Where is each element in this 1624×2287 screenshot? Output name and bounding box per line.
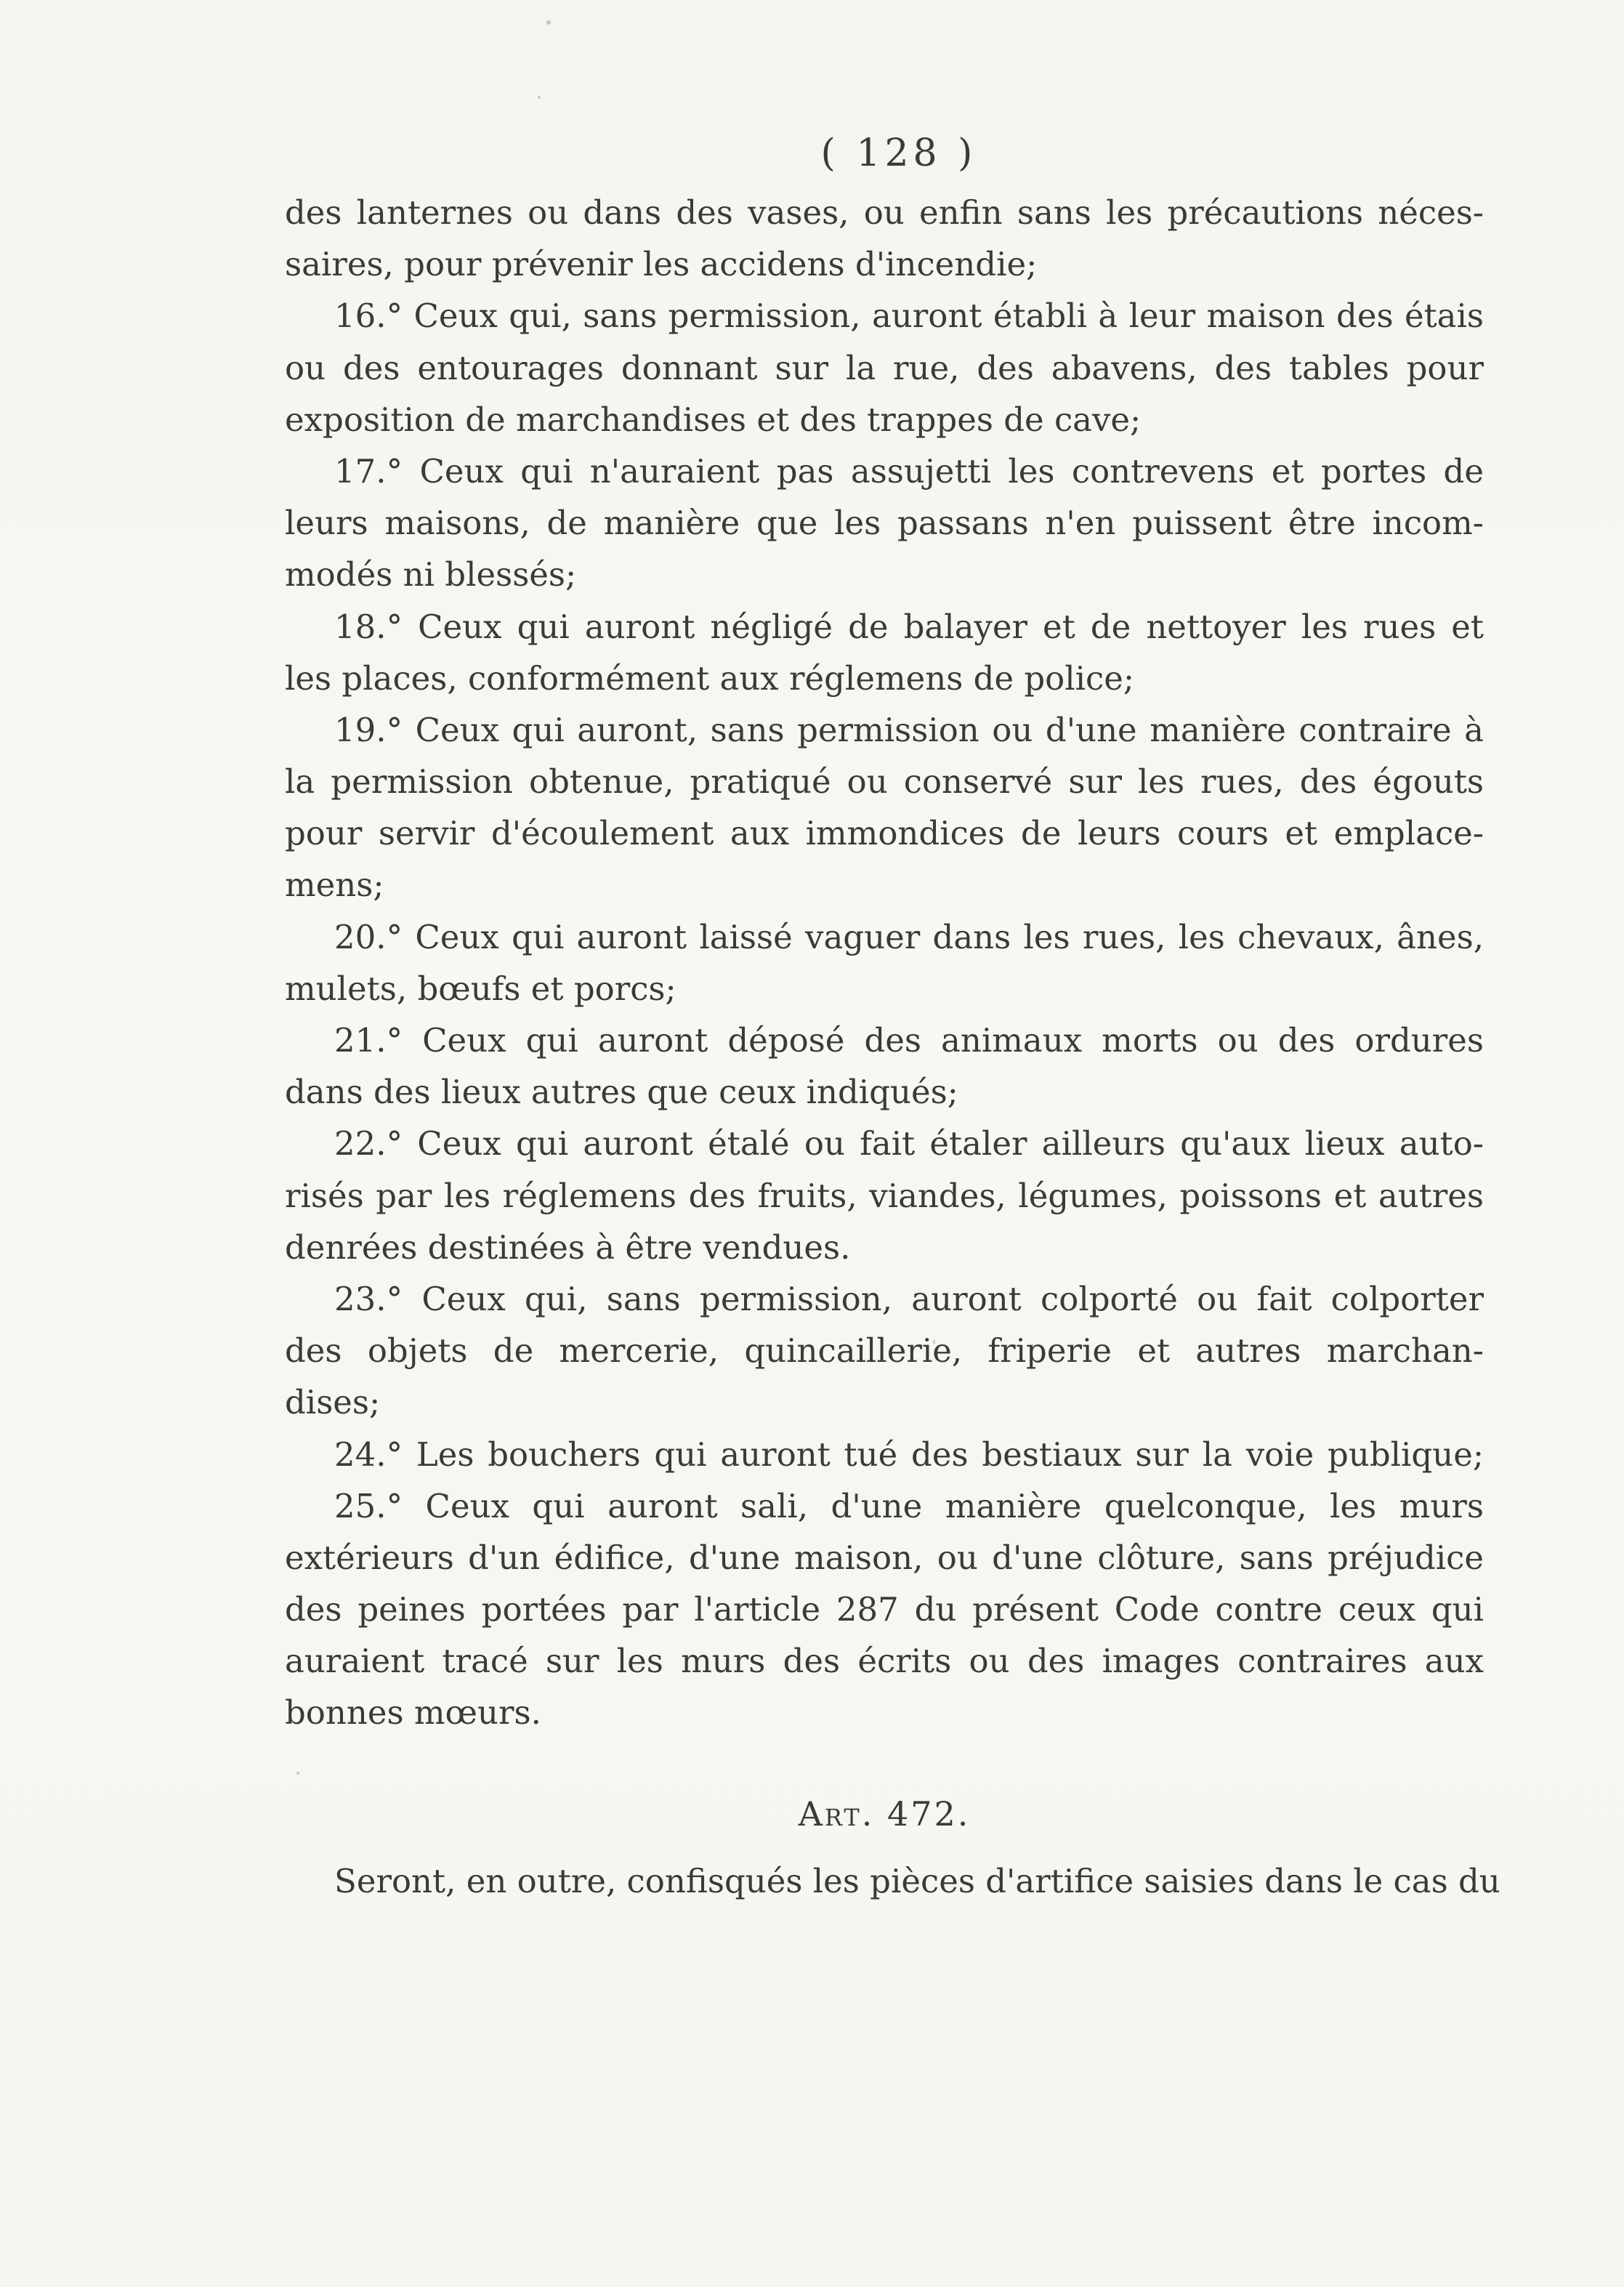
text-line: 18.° Ceux qui auront négligé de balayer et de nettoyer les rues et (334, 607, 1484, 646)
text-line: 24.° Les bouchers qui auront tué des bestiaux sur la voie publique; (334, 1435, 1484, 1474)
text-line: ou des entourages donnant sur la rue, des abavens, des tables pour (285, 348, 1484, 387)
text-line: 23.° Ceux qui, sans permission, auront colporté ou fait colporter (334, 1279, 1484, 1318)
text-line: 21.° Ceux qui auront déposé des animaux morts ou des ordures (334, 1021, 1484, 1060)
text-line: mens; (285, 866, 384, 905)
text-line: dises; (285, 1383, 381, 1422)
text-line: dans des lieux autres que ceux indiqués; (285, 1073, 958, 1112)
text-line: bonnes mœurs. (285, 1693, 541, 1733)
text-line: auraient tracé sur les murs des écrits ou des images contraires aux (285, 1642, 1484, 1681)
text-line: 22.° Ceux qui auront étalé ou fait étaler ailleurs qu'aux lieux auto- (334, 1124, 1484, 1163)
text-line: des objets de mercerie, quincaillerie, friperie et autres marchan- (285, 1331, 1484, 1371)
text-line: exposition de marchandises et des trappes de cave; (285, 400, 1142, 439)
paper-speck (546, 20, 551, 25)
text-line: pour servir d'écoulement aux immondices de leurs cours et emplace- (285, 814, 1484, 853)
text-line: Seront, en outre, confisqués les pièces d'artifice saisies dans le cas du (334, 1861, 1500, 1900)
text-line: extérieurs d'un édifice, d'une maison, ou d'une clôture, sans préjudice (285, 1538, 1484, 1577)
paper-speck (538, 96, 541, 99)
page-number: ( 128 ) (820, 132, 977, 175)
text-line: 16.° Ceux qui, sans permission, auront établi à leur maison des étais (334, 297, 1484, 336)
text-line: risés par les réglemens des fruits, viandes, légumes, poissons et autres (285, 1176, 1484, 1215)
page-text-block (285, 120, 1500, 1907)
text-line: saires, pour prévenir les accidens d'incendie; (285, 245, 1038, 284)
text-line: les places, conformément aux réglemens de police; (285, 658, 1135, 698)
text-line: la permission obtenue, pratiqué ou conservé sur les rues, des égouts (285, 762, 1484, 802)
body-text (285, 187, 1484, 1739)
text-line: 25.° Ceux qui auront sali, d'une manière quelconque, les murs (334, 1486, 1484, 1525)
text-line: 20.° Ceux qui auront laissé vaguer dans les rues, les chevaux, ânes, (334, 917, 1484, 956)
text-line: 19.° Ceux qui auront, sans permission ou d'une manière contraire à (334, 710, 1484, 749)
text-line: 17.° Ceux qui n'auraient pas assujetti les contrevens et portes de (334, 451, 1484, 491)
article-heading: Art. 472. (798, 1794, 971, 1834)
article-text (285, 1855, 1500, 1907)
text-line: leurs maisons, de manière que les passans n'en puissent être incom- (285, 504, 1484, 543)
text-line: denrées destinées à être vendues. (285, 1227, 851, 1267)
text-line: des lanternes ou dans des vases, ou enfin sans les précautions néces- (285, 193, 1484, 232)
text-line: modés ni blessés; (285, 555, 577, 594)
text-line: mulets, bœufs et porcs; (285, 969, 676, 1008)
text-line: des peines portées par l'article 287 du présent Code contre ceux qui (285, 1590, 1484, 1629)
